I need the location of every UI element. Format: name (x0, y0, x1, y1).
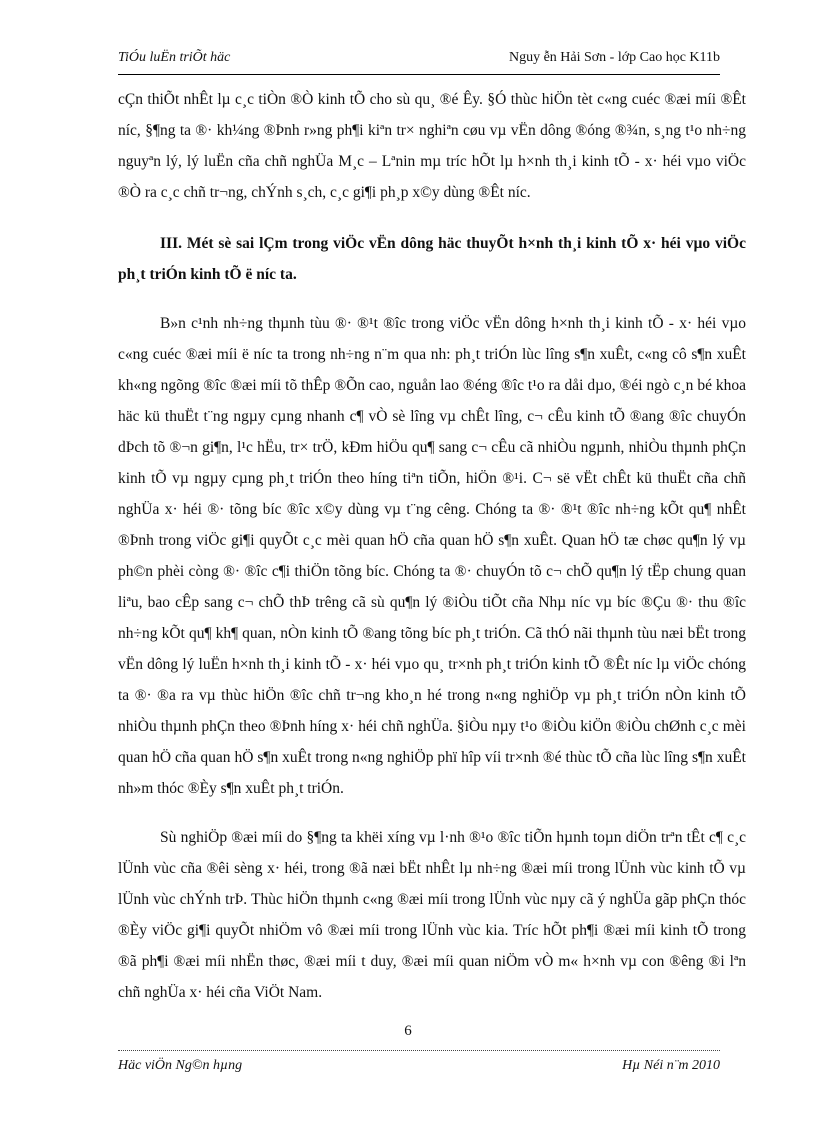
header-title: TiÓu luËn triÕt häc (118, 50, 231, 65)
footer-institution: Häc viÖn Ng©n hµng (118, 1058, 243, 1073)
page-header (118, 50, 720, 70)
header-author: Nguy ễn Hải Sơn - lớp Cao học K11b (508, 50, 720, 65)
header-divider (118, 74, 720, 75)
page-footer (118, 1058, 720, 1078)
section-heading: III. Mét sè sai lÇm trong viÖc vËn dông häc thuyÕt h×nh th¸i kinh tÕ x· héi vµo viÖc ph¸t triÓn kinh tÕ ë níc ta. (118, 235, 746, 283)
paragraph-achievements: B»n c¹nh nh÷ng thµnh tùu ®· ®¹t ®îc trong viÖc vËn dông h×nh th¸i kinh tÕ - x· héi vµo c«ng cuéc ®æi míi ë níc ta trong nh÷ng n¨m qua nh: ph¸t triÓn lùc lîng s¶n xuÊt, c«ng cô s¶n xuÊt kh«ng ngõng ®îc ®æi míi tõ thÊp ®Õn cao, nguån lao ®éng ®îc t¹o ra dåi dµo, ®éi ngò c¸n bé khoa häc kü thuËt t¨ng ngµy cµng nhanh c¶ vÒ sè lîng vµ chÊt lîng, c¬ cÊu kinh tÕ ®ang ®îc chuyÓn dÞch tõ ®¬n gi¶n, l¹c hËu, tr× trÖ, kÐm hiÖu qu¶ sang c¬ cÊu cã nhiÒu ngµnh, nhiÒu thµnh phÇn kinh tÕ vµ ngµy cµng ph¸t triÓn theo híng tiªn tiÕn, hiÖn ®¹i. C¬ së vËt chÊt kü thuËt cña chñ nghÜa x· héi ®· tõng bíc ®îc x©y dùng vµ t¨ng cêng. Chóng ta ®· ®¹t ®îc nh÷ng kÕt qu¶ nhÊt ®Þnh trong viÖc gi¶i quyÕt c¸c mèi quan hÖ cña quan hÖ s¶n xuÊt. Quan hÖ tæ chøc qu¶n lý vµ ph©n phèi còng ®· ®îc c¶i thiÖn tõng bíc. Chóng ta ®· chuyÓn tõ c¬ chÕ qu¶n lý tËp chung quan liªu, bao cÊp sang c¬ chÕ thÞ trêng cã sù qu¶n lý ®iÒu tiÕt cña Nhµ níc vµ bíc ®Çu ®· thu ®îc nh÷ng kÕt qu¶ kh¶ quan, nÒn kinh tÕ ®ang tõng bíc ph¸t triÓn. Cã thÓ nãi thµnh tùu næi bËt trong vËn dông lý luËn h×nh th¸i kinh tÕ - x· héi vµo qu¸ tr×nh ph¸t triÓn kinh tÕ ®Êt níc lµ viÖc chóng ta ®· ®a ra vµ thùc hiÖn ®îc chñ tr¬ng kho¸n hé trong n«ng nghiÖp vµ ph¸t triÓn nÒn kinh tÕ nhiÒu thµnh phÇn theo ®Þnh híng x· héi chñ nghÜa. §iÒu nµy t¹o ®iÒu kiÖn ®iÒu chØnh c¸c mèi quan hÖ cña quan hÖ s¶n xuÊt trong n«ng nghiÖp phï hîp víi tr×nh ®é thùc tÕ cña lùc lîng s¶n xuÊt nh»m thóc ®Èy s¶n xuÊt ph¸t triÓn. (118, 315, 746, 797)
paragraph-intro: cÇn thiÕt nhÊt lµ c¸c tiÒn ®Ò kinh tÕ cho sù qu¸ ®é Êy. §Ó thùc hiÖn tèt c«ng cuéc ®æi míi ®Êt níc, §¶ng ta ®· kh¼ng ®Þnh r»ng ph¶i kiªn tr× nghiªn cøu vµ vËn dông ®óng ®¾n, s¸ng t¹o nh÷ng nguyªn lý, lý luËn cña chñ nghÜa M¸c – Lªnin mµ tríc hÕt lµ h×nh th¸i kinh tÕ - x· héi vµo viÖc ®Ò ra c¸c chñ tr¬ng, chÝnh s¸ch, c¸c gi¶i ph¸p x©y dùng ®Êt níc. (118, 91, 746, 201)
page-number: 6 (404, 1023, 412, 1039)
footer-divider (118, 1050, 720, 1051)
document-body (118, 84, 746, 1008)
footer-date: Hµ Néi n¨m 2010 (622, 1058, 720, 1073)
paragraph-renovation: Sù nghiÖp ®æi míi do §¶ng ta khëi xíng vµ l·nh ®¹o ®îc tiÕn hµnh toµn diÖn trªn tÊt c¶ c¸c lÜnh vùc cña ®êi sèng x· héi, trong ®ã næi bËt nhÊt lµ nh÷ng ®æi míi trong lÜnh vùc kinh tÕ vµ lÜnh vùc chÝnh trÞ. Thùc hiÖn thµnh c«ng ®æi míi trong lÜnh vùc nµy cã ý nghÜa gãp phÇn thóc ®Èy viÖc gi¶i quyÕt nhiÖm vô ®æi míi trong lÜnh vùc kia. Tríc hÕt ph¶i ®æi míi kinh tÕ trong ®ã ph¶i ®æi míi nhËn thøc, ®æi míi t duy, ®æi míi quan niÖm vÒ m« h×nh vµ con ®êng ®i lªn chñ nghÜa x· héi cña ViÖt Nam. (118, 829, 746, 1001)
